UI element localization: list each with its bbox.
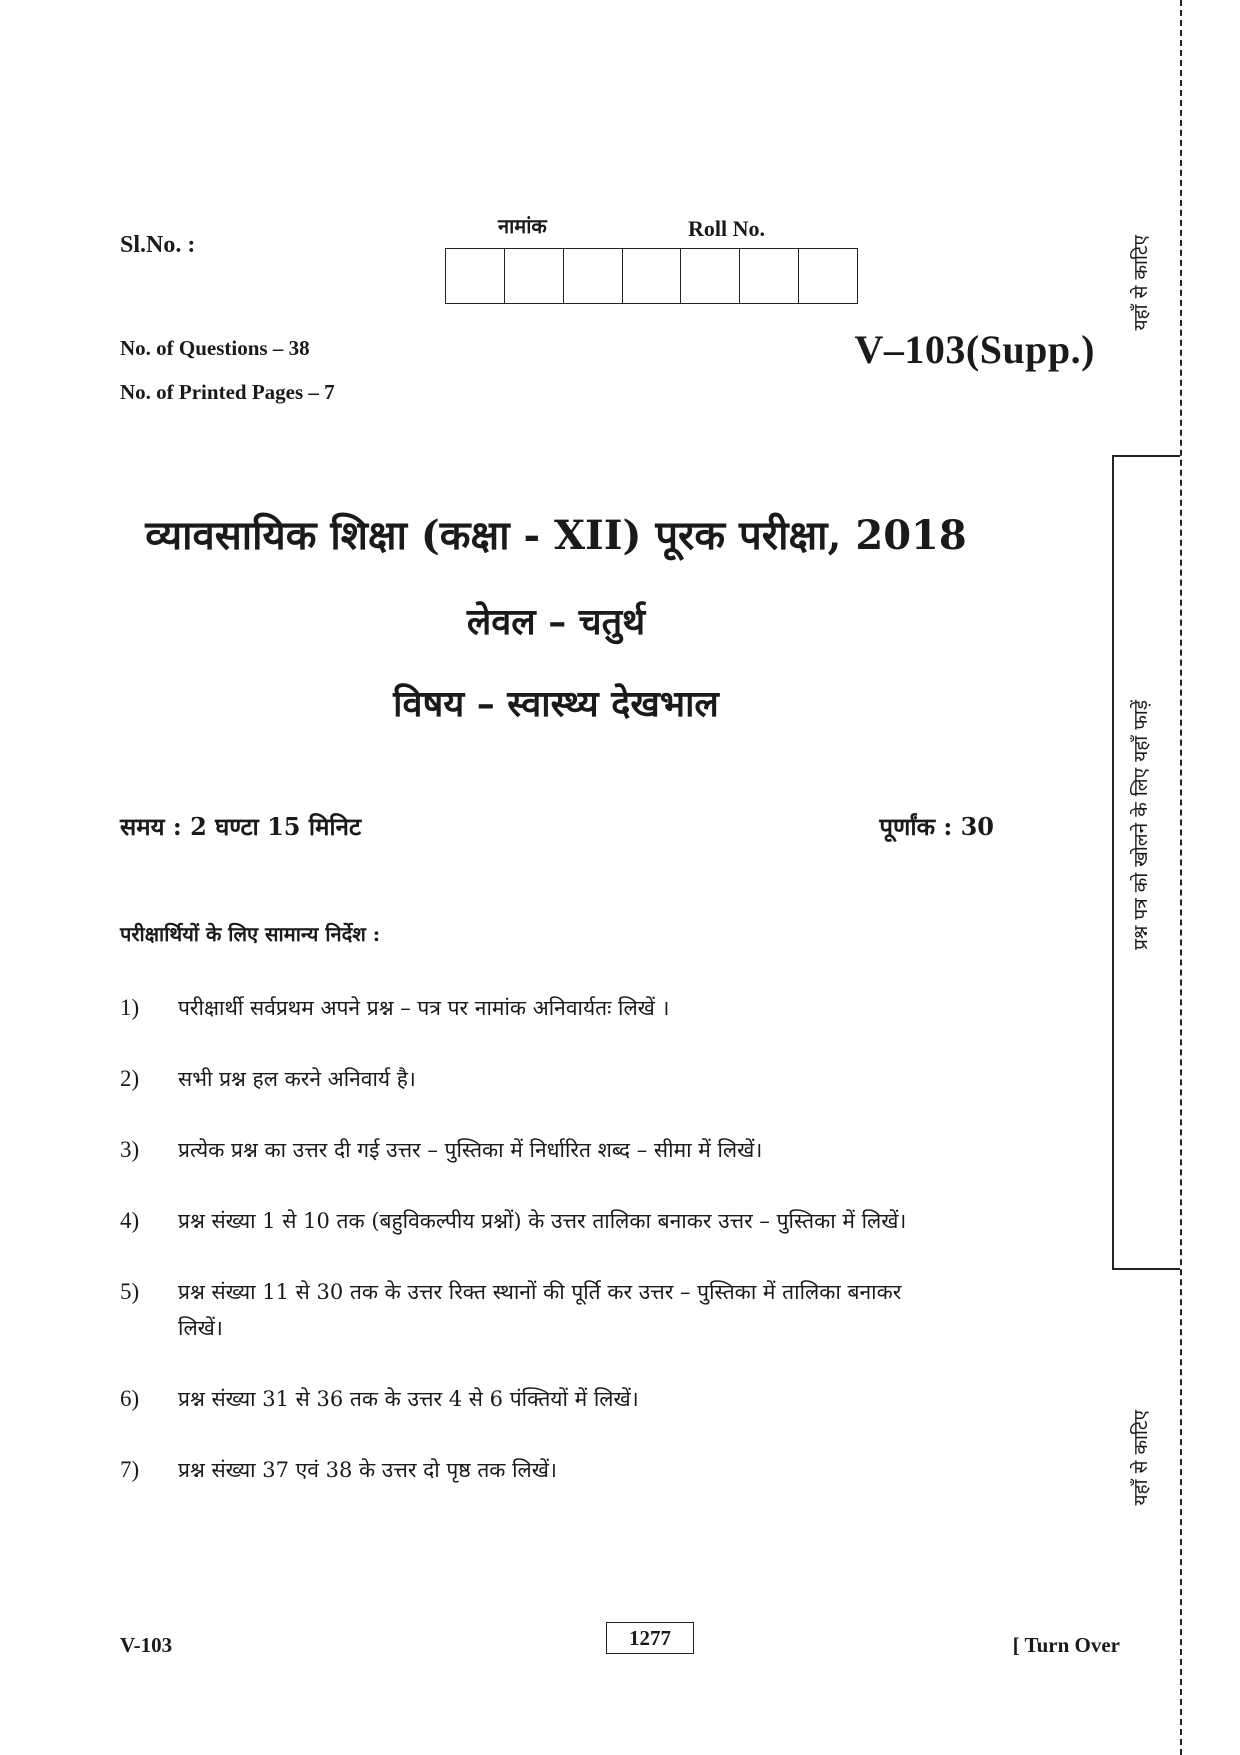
instruction-item xyxy=(120,1132,940,1168)
footer-paper-code: V-103 xyxy=(120,1633,173,1657)
footer-page-code: 1277 xyxy=(606,1622,694,1654)
instruction-text: प्रत्येक प्रश्न का उत्तर दी गई उत्तर – पुस्तिका में निर्धारित शब्द – सीमा में लिखें। xyxy=(178,1138,763,1162)
instruction-text: प्रश्न संख्या 1 से 10 तक (बहुविकल्पीय प्रश्नों) के उत्तर तालिका बनाकर उत्तर – पुस्तिका में लिखें। xyxy=(178,1209,907,1233)
exam-title: व्यावसायिक शिक्षा (कक्षा - XII) पूरक परीक्षा, 2018 xyxy=(145,512,967,559)
instruction-number: 7) xyxy=(120,1457,140,1482)
instruction-number: 6) xyxy=(120,1386,140,1411)
cut-line xyxy=(1180,0,1182,1755)
exam-subject: विषय – स्वास्थ्य देखभाल xyxy=(393,683,719,725)
roll-digit-box[interactable] xyxy=(681,249,740,303)
roll-digit-box[interactable] xyxy=(446,249,505,303)
cut-here-top-label: यहाँ से काटिए xyxy=(1130,235,1152,331)
instruction-number: 3) xyxy=(120,1137,140,1162)
instruction-text: प्रश्न संख्या 11 से 30 तक के उत्तर रिक्त स्थानों की पूर्ति कर उत्तर – पुस्तिका में तालिका बनाकर लिखें। xyxy=(178,1280,902,1340)
instruction-number: 1) xyxy=(120,995,140,1020)
roll-number-boxes xyxy=(445,248,858,304)
cut-here-bottom-label: यहाँ से काटिए xyxy=(1130,1410,1152,1506)
instruction-item xyxy=(120,1381,940,1417)
number-of-pages: No. of Printed Pages – 7 xyxy=(120,380,335,404)
exam-level: लेवल – चतुर्थ xyxy=(466,601,646,643)
instruction-number: 5) xyxy=(120,1279,140,1304)
instructions-list xyxy=(120,990,940,1523)
paper-code: V–103(Supp.) xyxy=(854,327,1095,372)
instruction-text: प्रश्न संख्या 31 से 36 तक के उत्तर 4 से 6 पंक्तियों में लिखें। xyxy=(178,1387,639,1411)
instruction-item xyxy=(120,1061,940,1097)
roll-digit-box[interactable] xyxy=(799,249,857,303)
tear-here-label: प्रश्न पत्र को खोलने के लिए यहाँ फाड़ें xyxy=(1130,700,1152,950)
instruction-text: परीक्षार्थी सर्वप्रथम अपने प्रश्न – पत्र पर नामांक अनिवार्यतः लिखें । xyxy=(178,996,670,1020)
roll-number-label-hindi: नामांक xyxy=(498,214,547,238)
instruction-item xyxy=(120,990,940,1026)
roll-digit-box[interactable] xyxy=(505,249,564,303)
maximum-marks: पूर्णांक : 30 xyxy=(879,812,994,841)
instruction-text: सभी प्रश्न हल करने अनिवार्य है। xyxy=(178,1067,416,1091)
instruction-number: 2) xyxy=(120,1066,140,1091)
roll-digit-box[interactable] xyxy=(623,249,682,303)
roll-digit-box[interactable] xyxy=(740,249,799,303)
serial-number-label: Sl.No. : xyxy=(120,232,196,258)
turn-over-label: [ Turn Over xyxy=(1012,1633,1120,1657)
number-of-questions: No. of Questions – 38 xyxy=(120,336,310,360)
instruction-item xyxy=(120,1274,940,1346)
instruction-item xyxy=(120,1452,940,1488)
exam-duration: समय : 2 घण्टा 15 मिनिट xyxy=(120,812,362,841)
instruction-number: 4) xyxy=(120,1208,140,1233)
roll-digit-box[interactable] xyxy=(564,249,623,303)
instruction-text: प्रश्न संख्या 37 एवं 38 के उत्तर दो पृष्ठ तक लिखें। xyxy=(178,1458,557,1482)
roll-number-label: Roll No. xyxy=(688,216,765,241)
instruction-item xyxy=(120,1203,940,1239)
instructions-heading: परीक्षार्थियों के लिए सामान्य निर्देश : xyxy=(120,922,381,946)
